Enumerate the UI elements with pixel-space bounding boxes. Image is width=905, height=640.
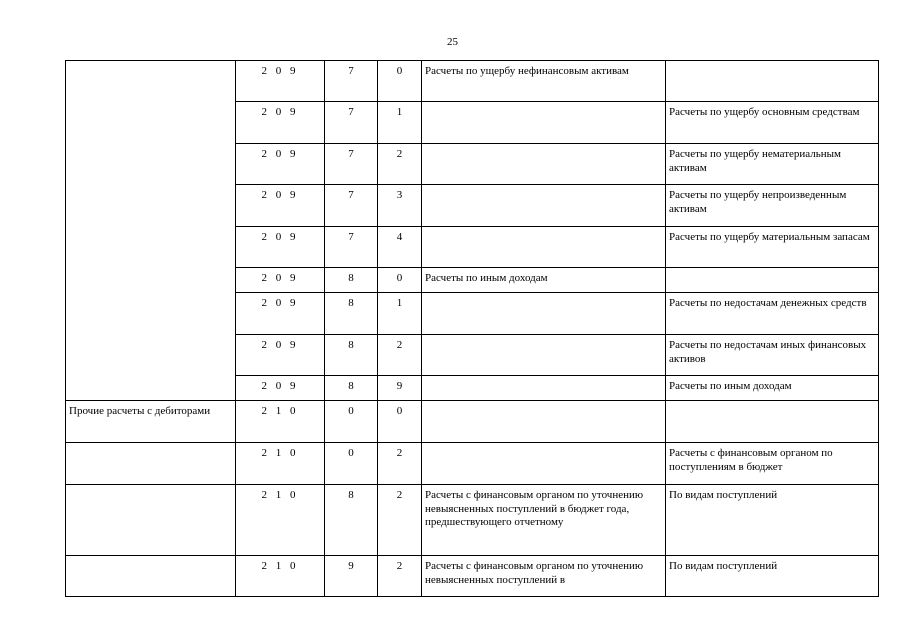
row-sub-code: 7 <box>325 227 378 268</box>
row-sub-code: 7 <box>325 102 378 144</box>
row-analytic-code: 3 <box>378 185 422 227</box>
row-note: Расчеты по недостачам денежных средств <box>666 293 879 335</box>
row-description <box>422 293 666 335</box>
row-description <box>422 227 666 268</box>
row-sub-code: 9 <box>325 556 378 597</box>
row-description <box>422 376 666 401</box>
row-analytic-code: 0 <box>378 61 422 102</box>
row-name-cell <box>66 61 236 401</box>
row-sub-code: 8 <box>325 335 378 376</box>
row-description <box>422 144 666 185</box>
row-note: Расчеты по иным доходам <box>666 376 879 401</box>
row-note: Расчеты с финансовым органом по поступлениям в бюджет <box>666 443 879 485</box>
row-account-code: 2 1 0 <box>236 401 325 443</box>
row-name-cell <box>66 556 236 597</box>
row-account-code: 2 0 9 <box>236 293 325 335</box>
row-description: Расчеты с финансовым органом по уточнению невыясненных поступлений в <box>422 556 666 597</box>
row-note <box>666 268 879 293</box>
row-description: Расчеты по ущербу нефинансовым активам <box>422 61 666 102</box>
row-analytic-code: 0 <box>378 268 422 293</box>
row-account-code: 2 0 9 <box>236 335 325 376</box>
row-analytic-code: 1 <box>378 293 422 335</box>
page-number: 25 <box>447 36 458 48</box>
row-description <box>422 335 666 376</box>
row-analytic-code: 2 <box>378 443 422 485</box>
row-note <box>666 401 879 443</box>
row-sub-code: 7 <box>325 61 378 102</box>
row-description <box>422 401 666 443</box>
row-analytic-code: 2 <box>378 556 422 597</box>
row-analytic-code: 9 <box>378 376 422 401</box>
row-note: Расчеты по ущербу нематериальным активам <box>666 144 879 185</box>
row-account-code: 2 1 0 <box>236 556 325 597</box>
row-sub-code: 8 <box>325 485 378 556</box>
row-note: По видам поступлений <box>666 485 879 556</box>
row-account-code: 2 0 9 <box>236 61 325 102</box>
row-description: Расчеты по иным доходам <box>422 268 666 293</box>
row-description <box>422 185 666 227</box>
row-sub-code: 0 <box>325 401 378 443</box>
row-account-code: 2 1 0 <box>236 485 325 556</box>
row-account-code: 2 1 0 <box>236 443 325 485</box>
row-analytic-code: 1 <box>378 102 422 144</box>
row-sub-code: 0 <box>325 443 378 485</box>
row-description: Расчеты с финансовым органом по уточнению невыясненных поступлений в бюджет года, предшествующего отчетному <box>422 485 666 556</box>
row-analytic-code: 2 <box>378 335 422 376</box>
row-account-code: 2 0 9 <box>236 227 325 268</box>
row-name-cell <box>66 443 236 485</box>
row-name-cell: Прочие расчеты с дебиторами <box>66 401 236 443</box>
row-sub-code: 8 <box>325 376 378 401</box>
row-note: По видам поступлений <box>666 556 879 597</box>
row-analytic-code: 4 <box>378 227 422 268</box>
row-note: Расчеты по ущербу материальным запасам <box>666 227 879 268</box>
row-analytic-code: 2 <box>378 485 422 556</box>
row-account-code: 2 0 9 <box>236 144 325 185</box>
row-sub-code: 8 <box>325 293 378 335</box>
row-account-code: 2 0 9 <box>236 268 325 293</box>
row-note: Расчеты по ущербу основным средствам <box>666 102 879 144</box>
row-sub-code: 7 <box>325 185 378 227</box>
row-note: Расчеты по недостачам иных финансовых активов <box>666 335 879 376</box>
row-note: Расчеты по ущербу непроизведенным активам <box>666 185 879 227</box>
row-account-code: 2 0 9 <box>236 376 325 401</box>
row-description <box>422 102 666 144</box>
row-name-cell <box>66 485 236 556</box>
row-note <box>666 61 879 102</box>
accounts-table <box>65 60 879 597</box>
row-account-code: 2 0 9 <box>236 102 325 144</box>
row-analytic-code: 0 <box>378 401 422 443</box>
row-analytic-code: 2 <box>378 144 422 185</box>
row-description <box>422 443 666 485</box>
row-sub-code: 7 <box>325 144 378 185</box>
row-account-code: 2 0 9 <box>236 185 325 227</box>
row-sub-code: 8 <box>325 268 378 293</box>
